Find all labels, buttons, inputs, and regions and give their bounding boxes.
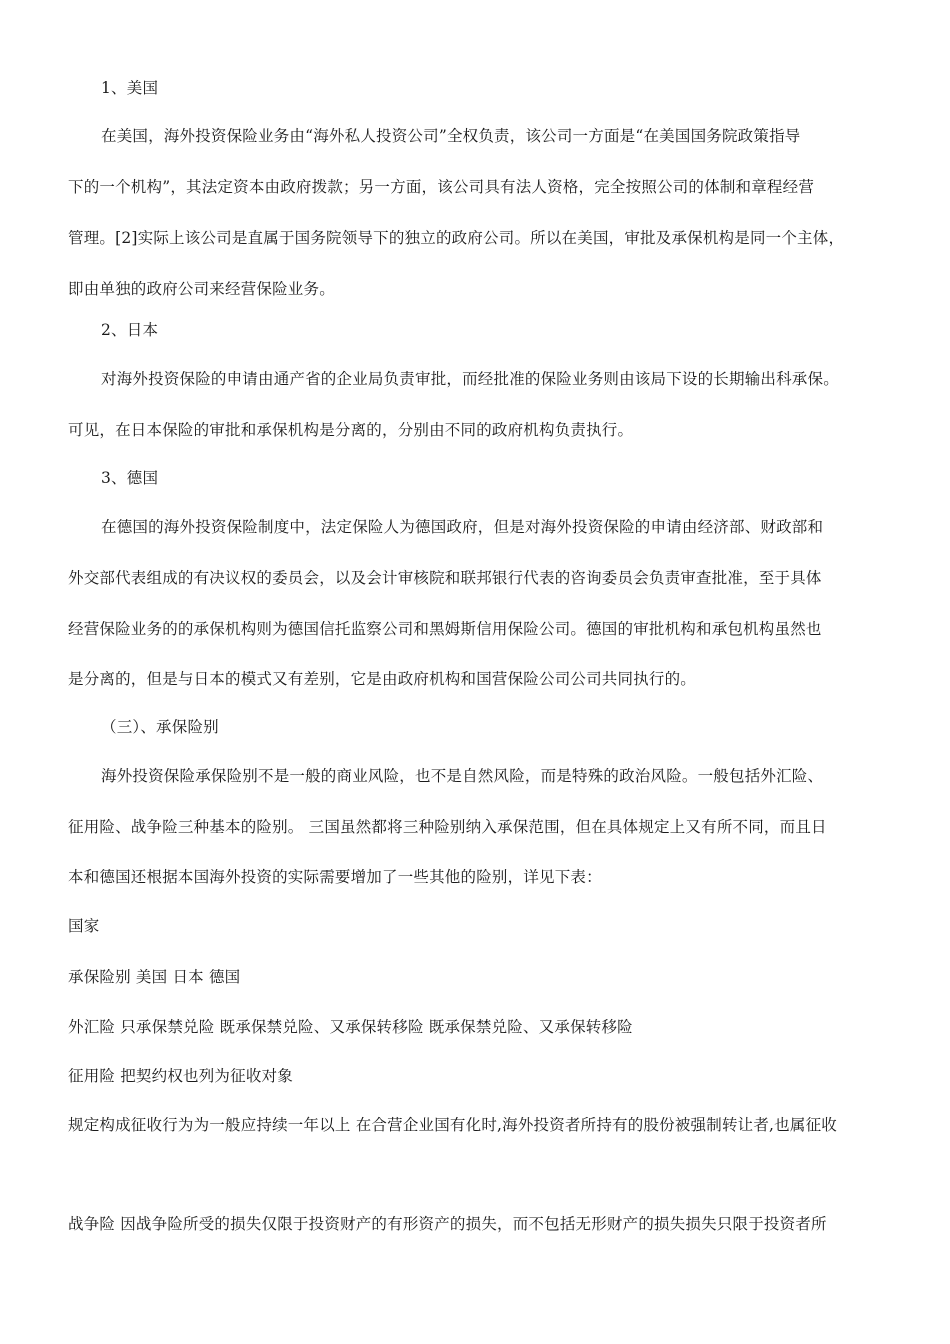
paragraph-line: 是分离的，但是与日本的模式又有差别，它是由政府机构和国营保险公司公司共同执行的。 [68,670,697,688]
paragraph-line: 征用险、战争险三种基本的险别。 三国虽然都将三种险别纳入承保范围，但在具体规定上又有所不同，而且日 [68,818,827,836]
table-line: 国家 [68,917,100,935]
paragraph-line: 本和德国还根据本国海外投资的实际需要增加了一些其他的险别，详见下表： [68,868,602,886]
table-line: 战争险 因战争险所受的损失仅限于投资财产的有形资产的损失，而不包括无形财产的损失损失只限于投资者所 [68,1215,827,1233]
section-heading-germany: 3、德国 [101,469,159,487]
table-line: 承保险别 美国 日本 德国 [68,968,241,986]
paragraph-line: 即由单独的政府公司来经营保险业务。 [68,280,335,298]
paragraph-line: 经营保险业务的的承保机构则为德国信托监察公司和黑姆斯信用保险公司。德国的审批机构和承包机构虽然也 [68,620,822,638]
paragraph-line: 下的一个机构”，其法定资本由政府拨款；另一方面，该公司具有法人资格，完全按照公司的体制和章程经营 [68,178,815,196]
section-heading-coverage: （三）、承保险别 [101,718,219,736]
table-line: 征用险 把契约权也列为征收对象 [68,1067,293,1085]
paragraph-line: 对海外投资保险的申请由通产省的企业局负责审批，而经批准的保险业务则由该局下设的长期输出科承保。 [101,370,839,388]
paragraph-line: 外交部代表组成的有决议权的委员会，以及会计审核院和联邦银行代表的咨询委员会负责审查批准，至于具体 [68,569,822,587]
table-line: 外汇险 只承保禁兑险 既承保禁兑险、又承保转移险 既承保禁兑险、又承保转移险 [68,1018,633,1036]
table-line: 规定构成征收行为为一般应持续一年以上 在合营企业国有化时,海外投资者所持有的股份被强制转让者,也属征收 [68,1116,837,1134]
paragraph-line: 可见，在日本保险的审批和承保机构是分离的，分别由不同的政府机构负责执行。 [68,421,634,439]
section-heading-usa: 1、美国 [101,79,159,97]
paragraph-line: 在美国，海外投资保险业务由“海外私人投资公司”全权负责，该公司一方面是“在美国国务院政策指导 [101,127,801,145]
paragraph-line: 在德国的海外投资保险制度中，法定保险人为德国政府，但是对海外投资保险的申请由经济部、财政部和 [101,518,824,536]
section-heading-japan: 2、日本 [101,321,159,339]
paragraph-line: 管理。[2]实际上该公司是直属于国务院领导下的独立的政府公司。所以在美国，审批及承保机构是同一个主体， [68,229,845,247]
paragraph-line: 海外投资保险承保险别不是一般的商业风险，也不是自然风险，而是特殊的政治风险。一般包括外汇险、 [101,767,824,785]
